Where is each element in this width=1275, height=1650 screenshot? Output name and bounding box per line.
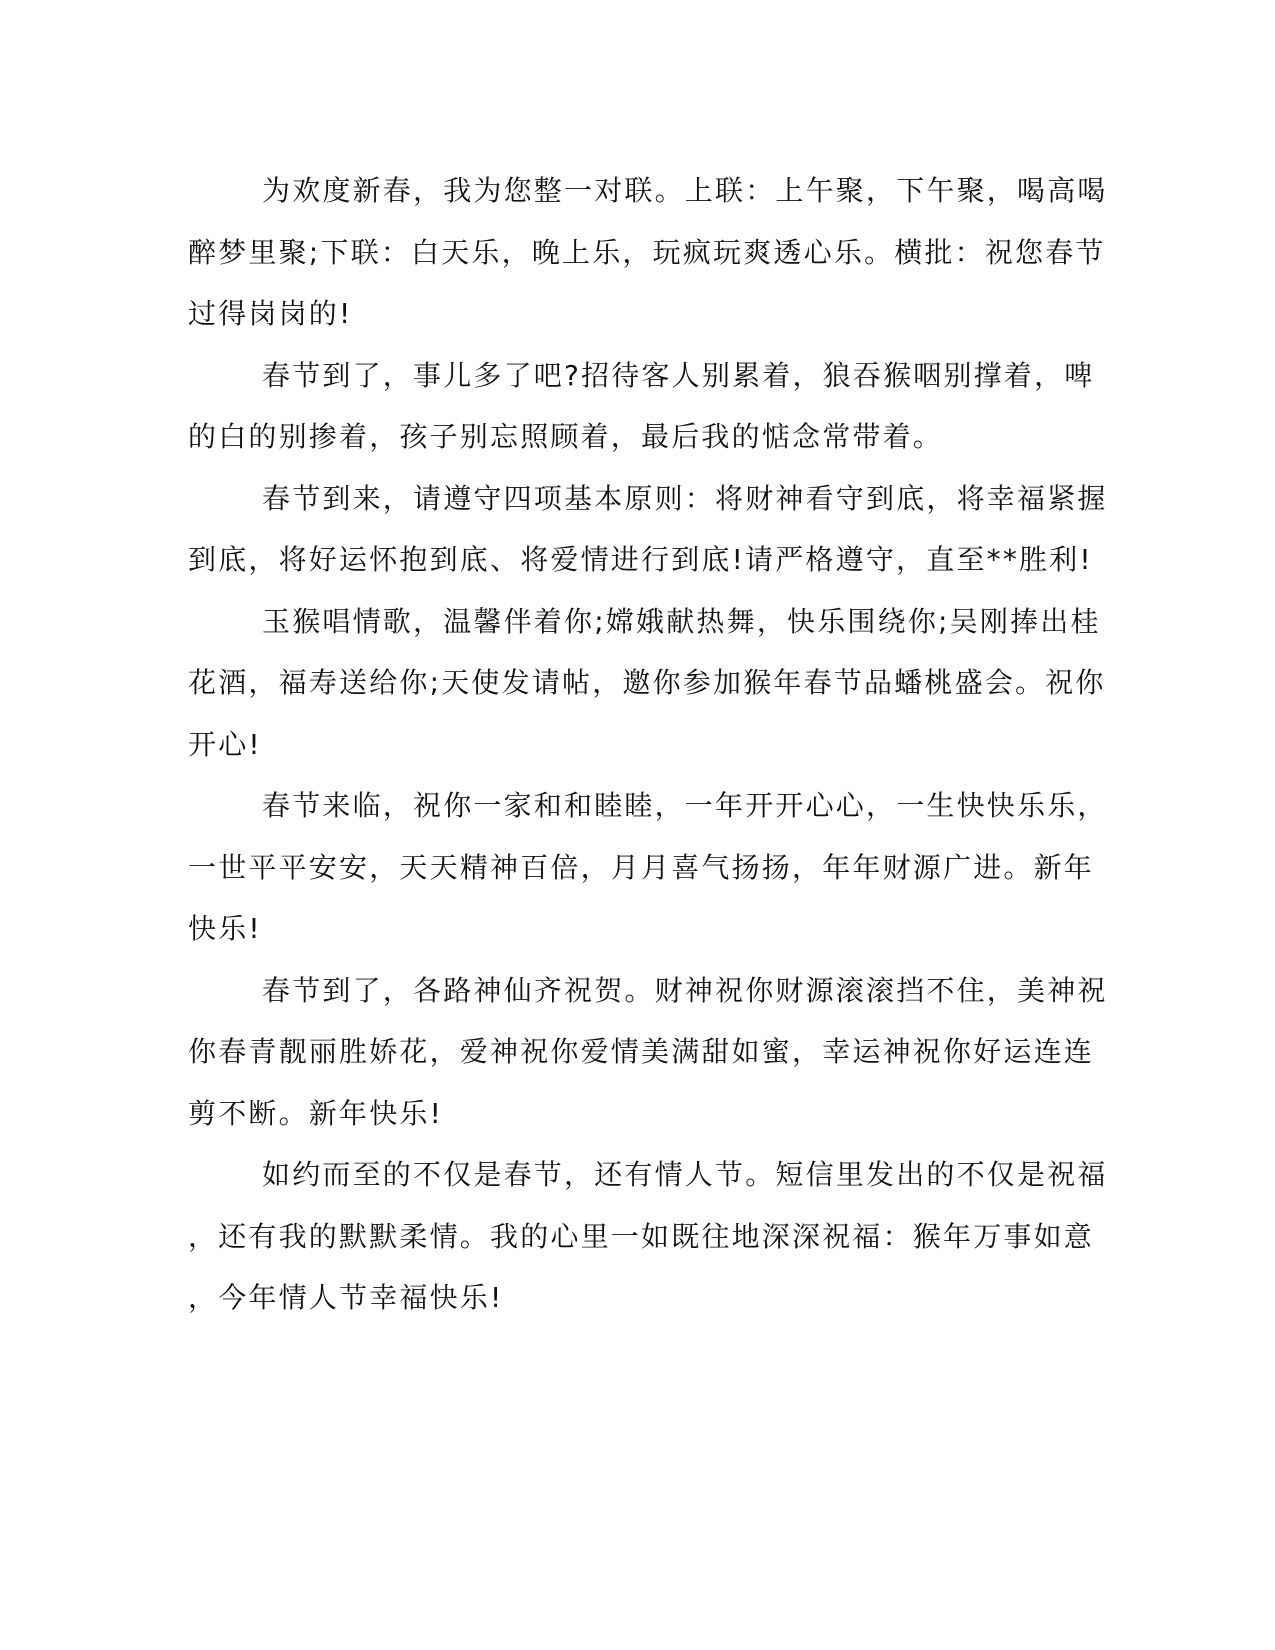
paragraph-line: 你春青靓丽胜娇花，爱神祝你爱情美满甜如蜜，幸运神祝你好运连连: [188, 1035, 1095, 1068]
paragraph-1: [188, 160, 1108, 345]
paragraph-5: [188, 775, 1108, 960]
paragraph-line: ，还有我的默默柔情。我的心里一如既往地深深祝福：猴年万事如意: [188, 1219, 1095, 1253]
paragraph-line: 快乐!: [188, 912, 262, 945]
paragraph-line: 春节到了，各路神仙齐祝贺。财神祝你财源滚滚挡不住，美神祝: [262, 973, 1108, 1007]
paragraph-line: 开心!: [188, 727, 262, 761]
paragraph-line: 醉梦里聚;下联：白天乐，晚上乐，玩疯玩爽透心乐。横批：祝您春节: [188, 235, 1106, 269]
paragraph-line: 如约而至的不仅是春节，还有情人节。短信里发出的不仅是祝福: [262, 1158, 1108, 1191]
paragraph-3: [188, 468, 1108, 591]
paragraph-7: [188, 1144, 1108, 1329]
document-body: [188, 160, 1108, 1329]
paragraph-line: 春节到了，事儿多了吧?招待客人别累着，狼吞猴咽别撑着，啤: [262, 358, 1095, 392]
paragraph-line: 玉猴唱情歌，温馨伴着你;嫦娥献热舞，快乐围绕你;吴刚捧出桂: [262, 604, 1101, 638]
paragraph-line: 剪不断。新年快乐!: [188, 1096, 444, 1130]
paragraph-line: 的白的别掺着，孩子别忘照顾着，最后我的惦念常带着。: [188, 420, 944, 453]
paragraph-line: 花酒，福寿送给你;天使发请帖，邀你参加猴年春节品蟠桃盛会。祝你: [188, 666, 1106, 699]
paragraph-line: 春节到来，请遵守四项基本原则：将财神看守到底，将幸福紧握: [262, 481, 1108, 515]
paragraph-line: 春节来临，祝你一家和和睦睦，一年开开心心，一生快快乐乐，: [262, 789, 1108, 822]
paragraph-line: ，今年情人节幸福快乐!: [188, 1281, 504, 1314]
paragraph-6: [188, 960, 1108, 1145]
paragraph-line: 为欢度新春，我为您整一对联。上联：上午聚，下午聚，喝高喝: [262, 174, 1108, 207]
paragraph-4: [188, 591, 1106, 776]
paragraph-line: 到底，将好运怀抱到底、将爱情进行到底!请严格遵守，直至**胜利!: [188, 543, 1093, 576]
paragraph-line: 一世平平安安，天天精神百倍，月月喜气扬扬，年年财源广进。新年: [188, 850, 1095, 884]
paragraph-line: 过得岗岗的!: [188, 297, 353, 330]
paragraph-2: [188, 345, 1095, 468]
